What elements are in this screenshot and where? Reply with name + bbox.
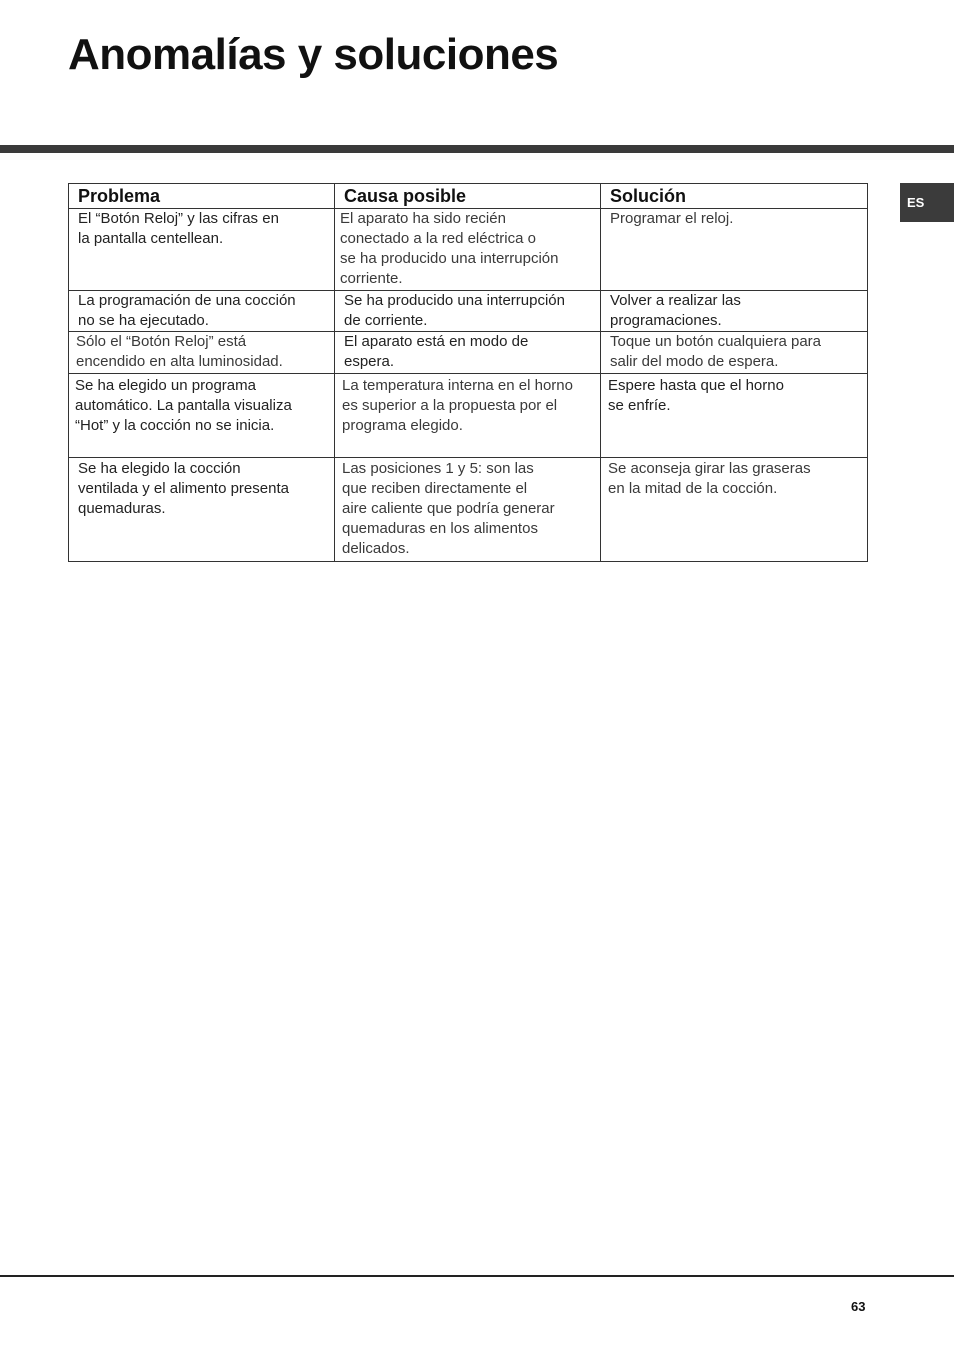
cause-text: Se ha producido una interrupción de corriente. xyxy=(344,292,565,329)
solution-text: Se aconseja girar las graseras en la mitad de la cocción. xyxy=(608,460,811,497)
solution-text: Programar el reloj. xyxy=(610,210,734,227)
cause-cell xyxy=(335,374,601,458)
solution-cell xyxy=(601,458,868,562)
solution-cell xyxy=(601,291,868,332)
solution-text: Volver a realizar las programaciones. xyxy=(610,292,741,329)
table-row xyxy=(69,332,868,374)
table-row xyxy=(69,374,868,458)
cause-text: La temperatura interna en el horno es superior a la propuesta por el programa elegido. xyxy=(342,377,573,434)
cause-cell xyxy=(335,332,601,374)
solution-cell xyxy=(601,332,868,374)
solution-cell xyxy=(601,374,868,458)
problem-cell xyxy=(69,458,335,562)
page-title: Anomalías y soluciones xyxy=(68,30,559,79)
table-row xyxy=(69,209,868,291)
problem-text: El “Botón Reloj” y las cifras en la pantalla centellean. xyxy=(78,210,279,247)
problem-cell xyxy=(69,332,335,374)
table-header-row xyxy=(69,184,868,209)
title-divider xyxy=(0,145,954,153)
problem-cell xyxy=(69,374,335,458)
page-number: 63 xyxy=(851,1299,866,1314)
solution-text: Toque un botón cualquiera para salir del modo de espera. xyxy=(610,333,821,370)
solution-cell xyxy=(601,209,868,291)
header-solution: Solución xyxy=(601,184,868,209)
cause-text: El aparato está en modo de espera. xyxy=(344,333,529,370)
solution-text: Espere hasta que el horno se enfríe. xyxy=(608,377,784,414)
problem-cell xyxy=(69,209,335,291)
cause-cell xyxy=(335,458,601,562)
problem-cell xyxy=(69,291,335,332)
problem-text: Sólo el “Botón Reloj” está encendido en alta luminosidad. xyxy=(76,333,283,370)
cause-text: Las posiciones 1 y 5: son las que reciben directamente el aire caliente que podría generar quemaduras en los alimentos delicados. xyxy=(342,460,555,557)
problem-text: Se ha elegido la cocción ventilada y el alimento presenta quemaduras. xyxy=(78,460,289,517)
header-problem: Problema xyxy=(69,184,335,209)
footer-divider xyxy=(0,1275,954,1277)
language-tab: ES xyxy=(900,183,954,222)
troubleshooting-table xyxy=(68,183,868,562)
cause-cell xyxy=(335,291,601,332)
table-row xyxy=(69,291,868,332)
table-row xyxy=(69,458,868,562)
header-cause: Causa posible xyxy=(335,184,601,209)
cause-text: El aparato ha sido recién conectado a la red eléctrica o se ha producido una interrupción corriente. xyxy=(340,210,559,287)
problem-text: La programación de una cocción no se ha ejecutado. xyxy=(78,292,296,329)
cause-cell xyxy=(335,209,601,291)
problem-text: Se ha elegido un programa automático. La pantalla visualiza “Hot” y la cocción no se inicia. xyxy=(75,377,292,434)
